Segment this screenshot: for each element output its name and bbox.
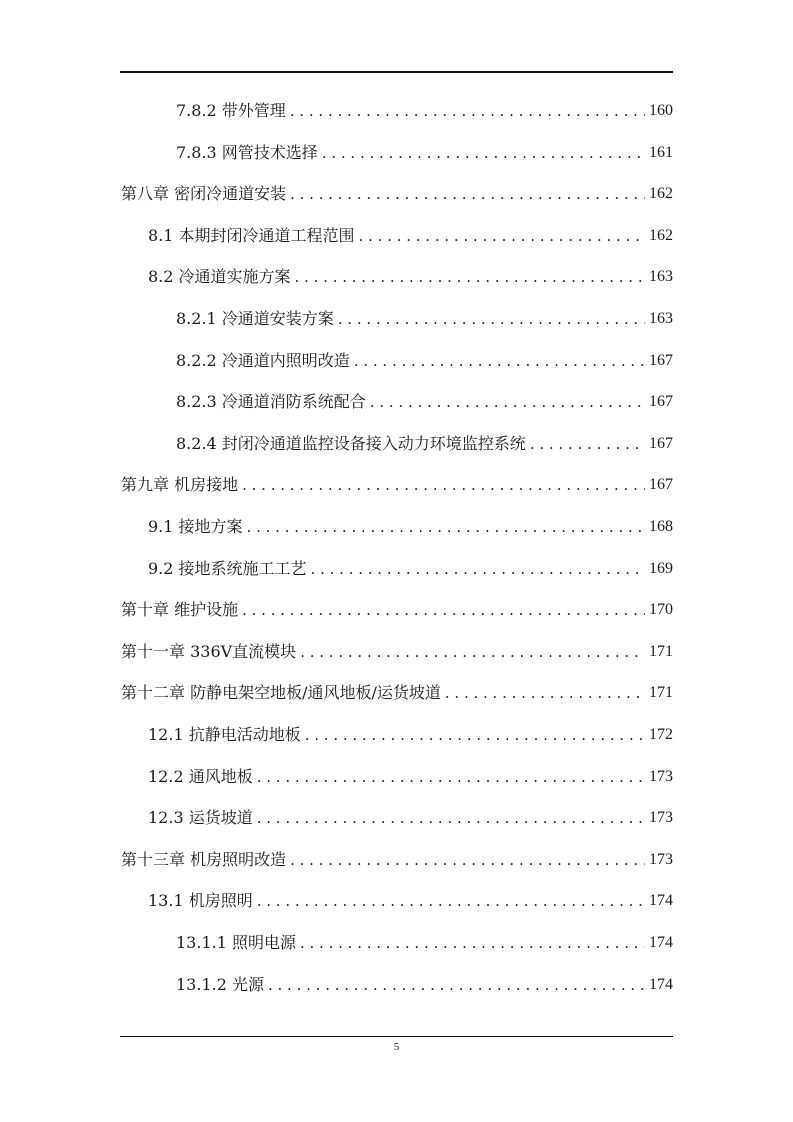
- toc-dot-leader: [305, 720, 645, 750]
- header-rule: [120, 71, 673, 73]
- toc-dot-leader: [290, 179, 645, 209]
- toc-entry[interactable]: [121, 845, 673, 875]
- toc-entry[interactable]: [176, 429, 673, 459]
- toc-entry-title: 第十一章 336V直流模块: [121, 642, 297, 661]
- toc-dot-leader: [295, 262, 645, 292]
- toc-dot-leader: [359, 221, 645, 251]
- toc-entry[interactable]: [121, 179, 673, 209]
- toc-entry-page: 169: [649, 560, 673, 577]
- toc-dot-leader: [300, 928, 645, 958]
- toc-entry-page: 173: [649, 809, 673, 826]
- toc-dot-leader: [257, 762, 645, 792]
- toc-entry[interactable]: [148, 554, 673, 584]
- toc-entry-page: 170: [649, 601, 673, 618]
- toc-entry-title: 8.2.4 封闭冷通道监控设备接入动力环境监控系统: [176, 434, 526, 453]
- toc-entry[interactable]: [148, 762, 673, 792]
- toc-entry-title: 9.2 接地系统施工工艺: [148, 559, 307, 578]
- toc-entry-title: 8.2.3 冷通道消防系统配合: [176, 392, 366, 411]
- toc-entry[interactable]: [148, 886, 673, 916]
- toc-entry-page: 167: [649, 393, 673, 410]
- toc-entry[interactable]: [148, 720, 673, 750]
- toc-entry-title: 第八章 密闭冷通道安装: [121, 184, 287, 203]
- toc-entry[interactable]: [176, 138, 673, 168]
- toc-entry-page: 174: [649, 892, 673, 909]
- toc-dot-leader: [247, 512, 645, 542]
- toc-dot-leader: [257, 886, 645, 916]
- toc-entry[interactable]: [176, 304, 673, 334]
- toc-entry[interactable]: [176, 96, 673, 126]
- toc-dot-leader: [338, 304, 645, 334]
- toc-entry[interactable]: [148, 512, 673, 542]
- toc-dot-leader: [370, 387, 645, 417]
- toc-entry-page: 160: [649, 102, 673, 119]
- toc-entry-page: 163: [649, 268, 673, 285]
- toc-entry-page: 171: [649, 643, 673, 660]
- toc-entry[interactable]: [121, 637, 673, 667]
- toc-entry[interactable]: [121, 595, 673, 625]
- toc-entry-page: 173: [649, 851, 673, 868]
- toc-entry-title: 9.1 接地方案: [148, 517, 243, 536]
- toc-entry-page: 161: [649, 144, 673, 161]
- toc-dot-leader: [257, 803, 645, 833]
- toc-entry[interactable]: [148, 221, 673, 251]
- toc-entry[interactable]: [176, 970, 673, 1000]
- toc-entry-page: 174: [649, 976, 673, 993]
- toc-dot-leader: [290, 96, 645, 126]
- toc-entry-page: 171: [649, 684, 673, 701]
- toc-entry-title: 13.1.2 光源: [176, 975, 264, 994]
- toc-entry[interactable]: [176, 346, 673, 376]
- toc-entry-title: 8.2.2 冷通道内照明改造: [176, 351, 350, 370]
- toc-entry-title: 7.8.3 网管技术选择: [176, 143, 318, 162]
- toc-dot-leader: [445, 678, 645, 708]
- toc-entry-title: 13.1.1 照明电源: [176, 933, 296, 952]
- footer-rule: [120, 1036, 673, 1037]
- toc-entry-page: 174: [649, 934, 673, 951]
- toc-dot-leader: [300, 637, 645, 667]
- toc-entry-page: 172: [649, 726, 673, 743]
- toc-entry-title: 12.3 运货坡道: [148, 808, 253, 827]
- toc-dot-leader: [354, 346, 645, 376]
- toc-entry-page: 167: [649, 352, 673, 369]
- toc-entry-page: 167: [649, 435, 673, 452]
- toc-entry-title: 第十三章 机房照明改造: [121, 850, 287, 869]
- toc-entry[interactable]: [148, 262, 673, 292]
- toc-entry-title: 12.2 通风地板: [148, 767, 253, 786]
- toc-dot-leader: [322, 138, 645, 168]
- toc-entry-page: 162: [649, 227, 673, 244]
- toc-entry[interactable]: [148, 803, 673, 833]
- toc-entry-page: 168: [649, 518, 673, 535]
- toc-entry[interactable]: [176, 928, 673, 958]
- toc-entry-page: 173: [649, 768, 673, 785]
- toc-entry-title: 8.1 本期封闭冷通道工程范围: [148, 226, 355, 245]
- toc-entry[interactable]: [121, 678, 673, 708]
- toc-entry-title: 第十章 维护设施: [121, 600, 239, 619]
- toc-dot-leader: [311, 554, 645, 584]
- toc-entry-page: 162: [649, 185, 673, 202]
- toc-entry-title: 8.2.1 冷通道安装方案: [176, 309, 334, 328]
- toc-dot-leader: [530, 429, 645, 459]
- toc-dot-leader: [242, 595, 645, 625]
- toc-entry-title: 第十二章 防静电架空地板/通风地板/运货坡道: [121, 683, 441, 702]
- toc-entry-title: 13.1 机房照明: [148, 891, 253, 910]
- toc-entry-page: 163: [649, 310, 673, 327]
- toc-entry-page: 167: [649, 476, 673, 493]
- toc-dot-leader: [242, 470, 645, 500]
- page-number: 5: [393, 1041, 400, 1053]
- toc-entry[interactable]: [121, 470, 673, 500]
- toc-entry-title: 8.2 冷通道实施方案: [148, 267, 291, 286]
- toc-entry[interactable]: [176, 387, 673, 417]
- toc-entry-title: 12.1 抗静电活动地板: [148, 725, 301, 744]
- toc-entry-title: 第九章 机房接地: [121, 475, 239, 494]
- toc-dot-leader: [268, 970, 645, 1000]
- toc-dot-leader: [290, 845, 645, 875]
- toc-entry-title: 7.8.2 带外管理: [176, 101, 286, 120]
